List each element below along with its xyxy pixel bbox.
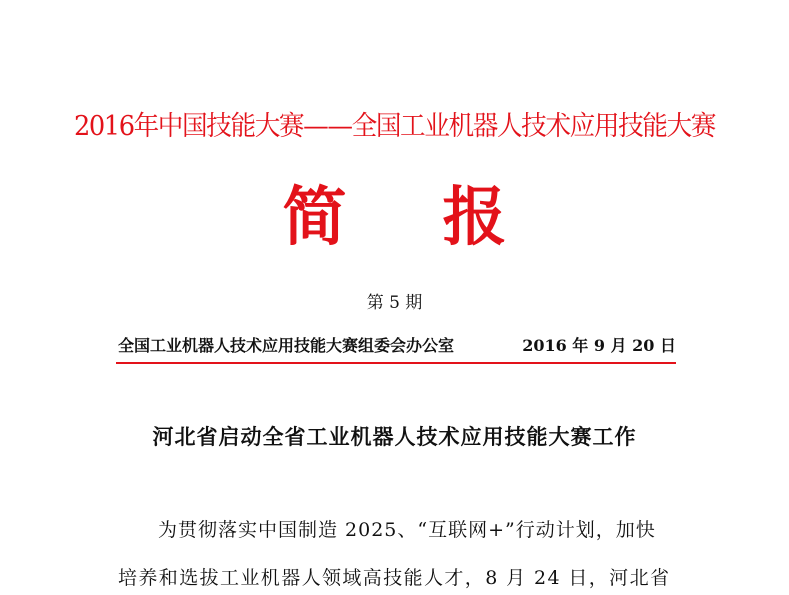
issuer-name: 全国工业机器人技术应用技能大赛组委会办公室 (118, 336, 455, 355)
bulletin-title (0, 178, 789, 258)
issue-date: 2016 年 9 月 20 日 (522, 336, 676, 355)
issuer-row (118, 333, 676, 356)
article-title: 河北省启动全省工业机器人技术应用技能大赛工作 (152, 425, 637, 449)
paragraph-line: 为贯彻落实中国制造 2025、“互联网+”行动计划，加快 (158, 519, 656, 541)
paragraph-line: 培养和选拔工业机器人领域高技能人才，8 月 24 日，河北省 (118, 567, 671, 589)
bulletin-title-char-1: 简 (282, 181, 347, 255)
header-divider (116, 362, 676, 364)
issue-number: 第 5 期 (366, 293, 423, 313)
bulletin-title-char-2: 报 (442, 181, 507, 255)
event-title: 2016年中国技能大赛——全国工业机器人技术应用技能大赛 (74, 111, 715, 142)
